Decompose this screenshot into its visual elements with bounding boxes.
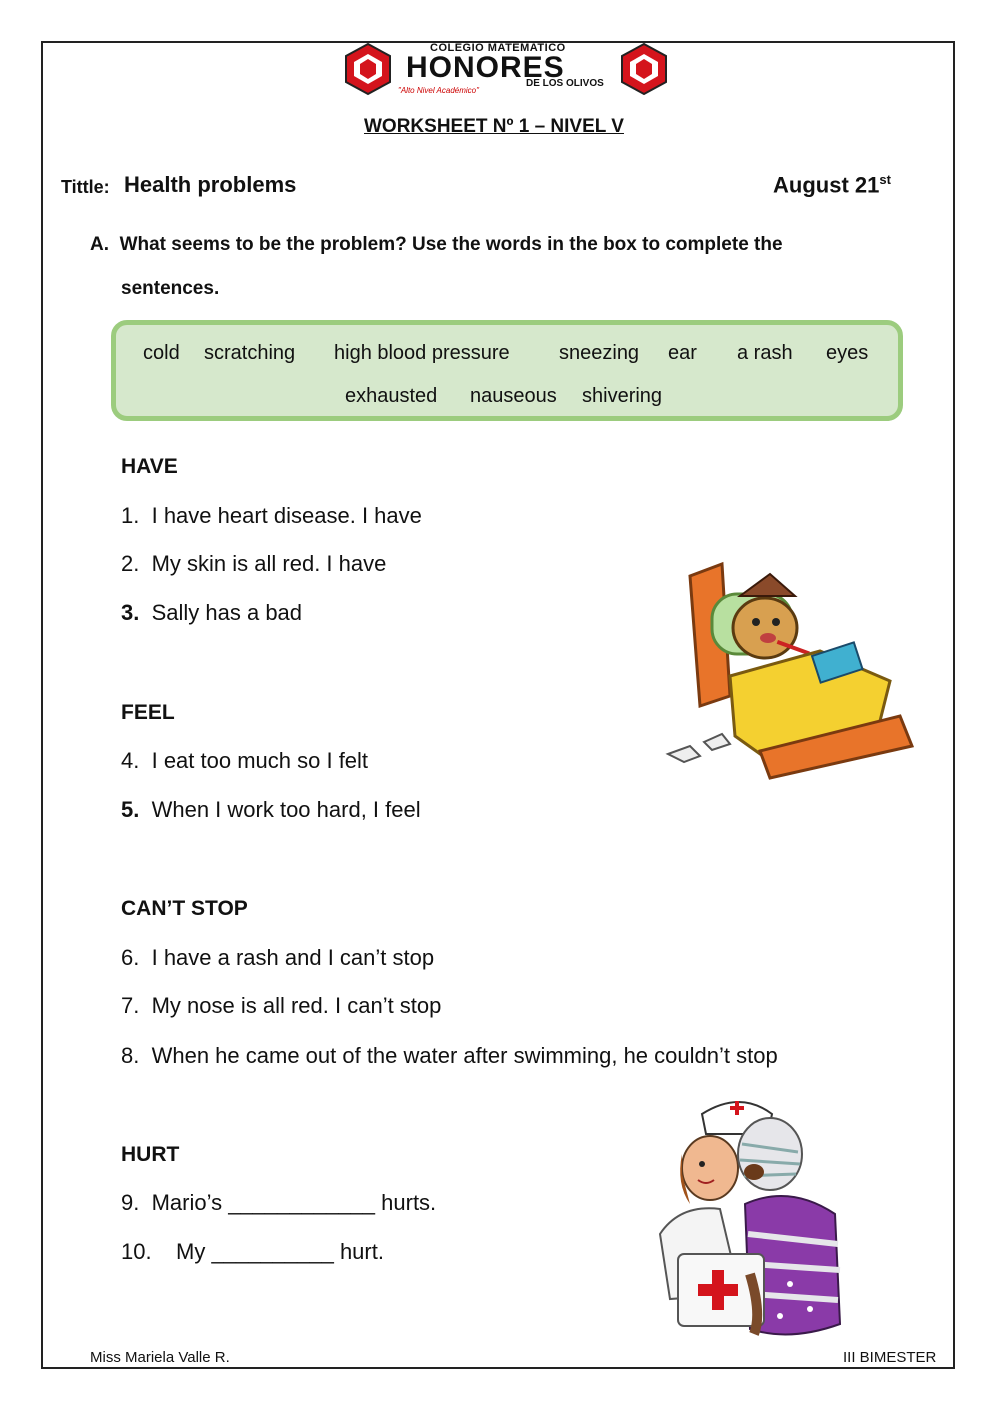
list-item [121, 1190, 436, 1216]
item-number: 9. [121, 1190, 140, 1215]
instruction-letter: A. [90, 234, 109, 255]
instruction-line2: sentences. [121, 278, 220, 299]
list-item [121, 551, 386, 577]
item-number: 1. [121, 503, 140, 528]
word-item: exhausted [345, 385, 438, 407]
item-number: 6. [121, 945, 140, 970]
date-suffix: st [879, 172, 891, 187]
item-text: I have heart disease. I have [151, 503, 422, 528]
sick-dog-in-bed-illustration [660, 556, 922, 782]
item-number: 10. [121, 1239, 152, 1264]
item-number: 4. [121, 748, 140, 773]
date [773, 172, 891, 198]
title-value: Health problems [124, 172, 297, 197]
list-item [121, 993, 441, 1019]
list-item [121, 1239, 384, 1265]
section-heading-cant-stop: CAN’T STOP [121, 897, 248, 920]
footer-term: III BIMESTER [843, 1349, 937, 1366]
word-item: sneezing [559, 342, 640, 364]
item-text: When he came out of the water after swimming, he couldn’t stop [151, 1043, 778, 1068]
word-item: ear [668, 342, 697, 364]
school-logo [338, 42, 678, 98]
word-item: high blood pressure [334, 342, 510, 364]
list-item [121, 797, 421, 823]
word-item: shivering [582, 385, 663, 407]
word-item: a rash [737, 342, 793, 364]
item-text: Mario’s ____________ hurts. [151, 1190, 437, 1215]
school-motto: "Alto Nivel Académico" [398, 86, 479, 95]
item-text: My __________ hurt. [176, 1239, 384, 1264]
nurse-and-patient-illustration [650, 1094, 875, 1344]
section-heading-hurt: HURT [121, 1143, 180, 1166]
school-name: HONORES [406, 51, 565, 84]
item-text: When I work too hard, I feel [151, 797, 421, 822]
word-item: eyes [826, 342, 869, 364]
section-heading-have: HAVE [121, 455, 178, 478]
item-text: Sally has a bad [151, 600, 303, 625]
section-heading-feel: FEEL [121, 701, 175, 724]
date-main: August 21 [773, 172, 880, 198]
title-label: Tittle: [61, 177, 110, 197]
list-item [121, 600, 302, 626]
item-number: 2. [121, 551, 140, 576]
item-number: 8. [121, 1043, 140, 1068]
item-number: 7. [121, 993, 140, 1018]
instruction-line1 [90, 234, 783, 256]
item-text: I have a rash and I can’t stop [151, 945, 435, 970]
school-line1: COLEGIO MATEMATICO [430, 42, 566, 54]
item-number: 5. [121, 797, 140, 822]
list-item [121, 748, 368, 774]
list-item [121, 1043, 778, 1069]
word-item: nauseous [470, 385, 557, 407]
item-text: My nose is all red. I can’t stop [151, 993, 442, 1018]
list-item [121, 945, 434, 971]
item-text: I eat too much so I felt [151, 748, 369, 773]
item-text: My skin is all red. I have [151, 551, 387, 576]
instruction-text: What seems to be the problem? Use the words in the box to complete the [119, 234, 783, 255]
list-item [121, 503, 422, 529]
word-item: scratching [204, 342, 296, 364]
word-box [111, 320, 903, 421]
worksheet-title: WORKSHEET Nº 1 – NIVEL V [364, 116, 624, 137]
word-item: cold [143, 342, 180, 364]
item-number: 3. [121, 600, 140, 625]
school-line2: DE LOS OLIVOS [526, 78, 604, 89]
footer-teacher: Miss Mariela Valle R. [90, 1349, 230, 1366]
